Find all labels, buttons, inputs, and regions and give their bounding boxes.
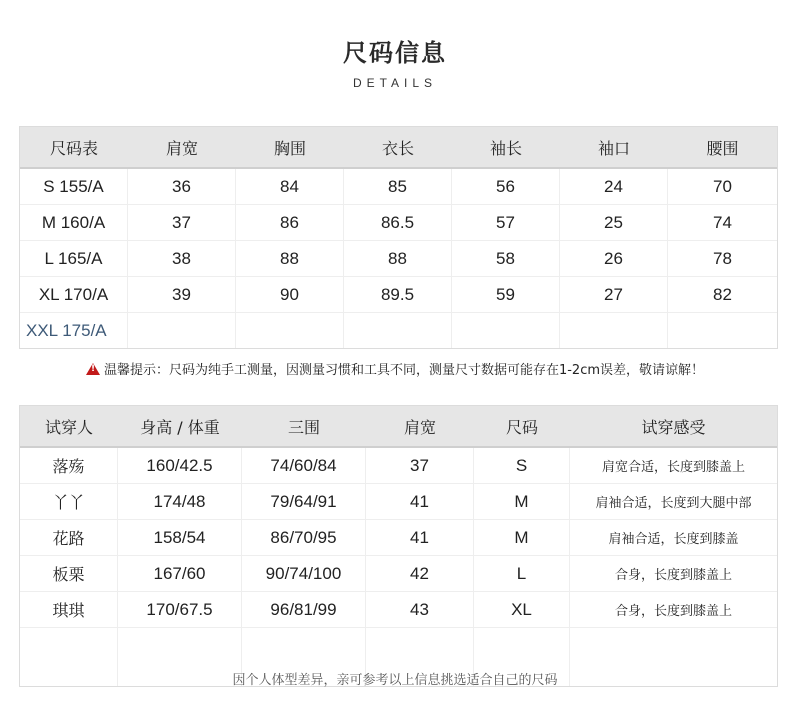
size-cell: 90 — [236, 277, 344, 313]
fit-cell: M — [474, 484, 570, 520]
size-cell: 74 — [668, 205, 777, 241]
size-header-size: 尺码表 — [20, 127, 128, 169]
size-cell: 85 — [344, 169, 452, 205]
warning-icon — [86, 363, 100, 375]
table-row — [20, 520, 777, 556]
measurement-notice — [0, 359, 790, 378]
size-cell: 38 — [128, 241, 236, 277]
size-cell: 27 — [560, 277, 668, 313]
fit-cell: 90/74/100 — [242, 556, 366, 592]
size-cell: 25 — [560, 205, 668, 241]
table-row — [20, 448, 777, 484]
fit-cell: 41 — [366, 484, 474, 520]
fit-feedback: 肩宽合适，长度到膝盖上 — [570, 448, 777, 484]
fit-cell: 41 — [366, 520, 474, 556]
fit-cell: M — [474, 520, 570, 556]
size-header-length: 衣长 — [344, 127, 452, 169]
fit-header-height-weight: 身高 / 体重 — [118, 406, 242, 448]
fit-model-name: 落殇 — [20, 448, 118, 484]
size-header-waist: 腰围 — [668, 127, 777, 169]
size-header-chest: 胸围 — [236, 127, 344, 169]
size-cell: 26 — [560, 241, 668, 277]
fit-cell: S — [474, 448, 570, 484]
fit-cell: 74/60/84 — [242, 448, 366, 484]
fit-model-name: 花路 — [20, 520, 118, 556]
fit-feedback: 肩袖合适，长度到大腿中部 — [570, 484, 777, 520]
size-cell: 36 — [128, 169, 236, 205]
fit-cell: 170/67.5 — [118, 592, 242, 628]
fit-cell: 43 — [366, 592, 474, 628]
table-row — [20, 484, 777, 520]
size-cell — [128, 313, 236, 348]
fit-model-name: 琪琪 — [20, 592, 118, 628]
fit-table — [19, 405, 778, 687]
table-row — [20, 592, 777, 628]
table-row — [20, 169, 777, 205]
size-cell: 88 — [236, 241, 344, 277]
fit-header-feedback: 试穿感受 — [570, 406, 777, 448]
size-cell: 58 — [452, 241, 560, 277]
fit-model-name: 丫丫 — [20, 484, 118, 520]
footer-note: 因个人体型差异，亲可参考以上信息挑选适合自己的尺码 — [232, 673, 558, 688]
page-title: 尺码信息 — [343, 39, 447, 67]
size-cell — [668, 313, 777, 348]
table-row — [20, 205, 777, 241]
size-cell: 89.5 — [344, 277, 452, 313]
fit-cell: 158/54 — [118, 520, 242, 556]
size-cell: 78 — [668, 241, 777, 277]
size-cell: 88 — [344, 241, 452, 277]
fit-cell: XL — [474, 592, 570, 628]
fit-header-size: 尺码 — [474, 406, 570, 448]
fit-feedback: 肩袖合适，长度到膝盖 — [570, 520, 777, 556]
size-header-sleeve: 袖长 — [452, 127, 560, 169]
fit-cell: 167/60 — [118, 556, 242, 592]
page-subtitle: DETAILS — [352, 76, 438, 90]
size-cell: 56 — [452, 169, 560, 205]
fit-header-shoulder: 肩宽 — [366, 406, 474, 448]
size-cell: 86 — [236, 205, 344, 241]
size-header-cuff: 袖口 — [560, 127, 668, 169]
fit-cell: 79/64/91 — [242, 484, 366, 520]
table-row — [20, 277, 777, 313]
fit-cell: 160/42.5 — [118, 448, 242, 484]
size-cell: 24 — [560, 169, 668, 205]
fit-cell: L — [474, 556, 570, 592]
table-row — [20, 241, 777, 277]
fit-header-measurements: 三围 — [242, 406, 366, 448]
size-table — [19, 126, 778, 349]
size-label: M 160/A — [20, 205, 128, 241]
fit-feedback: 合身，长度到膝盖上 — [570, 592, 777, 628]
size-cell — [452, 313, 560, 348]
fit-table-header-row — [20, 406, 777, 448]
size-label: L 165/A — [20, 241, 128, 277]
size-cell: 86.5 — [344, 205, 452, 241]
notice-text: 温馨提示：尺码为纯手工测量，因测量习惯和工具不同，测量尺寸数据可能存在1-2cm误差，敬请谅解！ — [103, 363, 705, 378]
table-row — [20, 313, 777, 348]
size-cell: 57 — [452, 205, 560, 241]
table-row — [20, 556, 777, 592]
fit-model-name: 板栗 — [20, 556, 118, 592]
fit-cell: 174/48 — [118, 484, 242, 520]
size-label: XXL 175/A — [20, 313, 128, 348]
fit-cell: 37 — [366, 448, 474, 484]
size-table-header-row — [20, 127, 777, 169]
size-cell — [344, 313, 452, 348]
fit-cell: 86/70/95 — [242, 520, 366, 556]
fit-feedback: 合身，长度到膝盖上 — [570, 556, 777, 592]
fit-cell: 96/81/99 — [242, 592, 366, 628]
size-cell — [560, 313, 668, 348]
size-cell: 39 — [128, 277, 236, 313]
size-label: S 155/A — [20, 169, 128, 205]
size-cell: 84 — [236, 169, 344, 205]
size-cell: 37 — [128, 205, 236, 241]
size-cell: 70 — [668, 169, 777, 205]
size-header-shoulder: 肩宽 — [128, 127, 236, 169]
fit-header-model: 试穿人 — [20, 406, 118, 448]
fit-cell: 42 — [366, 556, 474, 592]
size-cell — [236, 313, 344, 348]
size-cell: 82 — [668, 277, 777, 313]
size-cell: 59 — [452, 277, 560, 313]
size-label: XL 170/A — [20, 277, 128, 313]
